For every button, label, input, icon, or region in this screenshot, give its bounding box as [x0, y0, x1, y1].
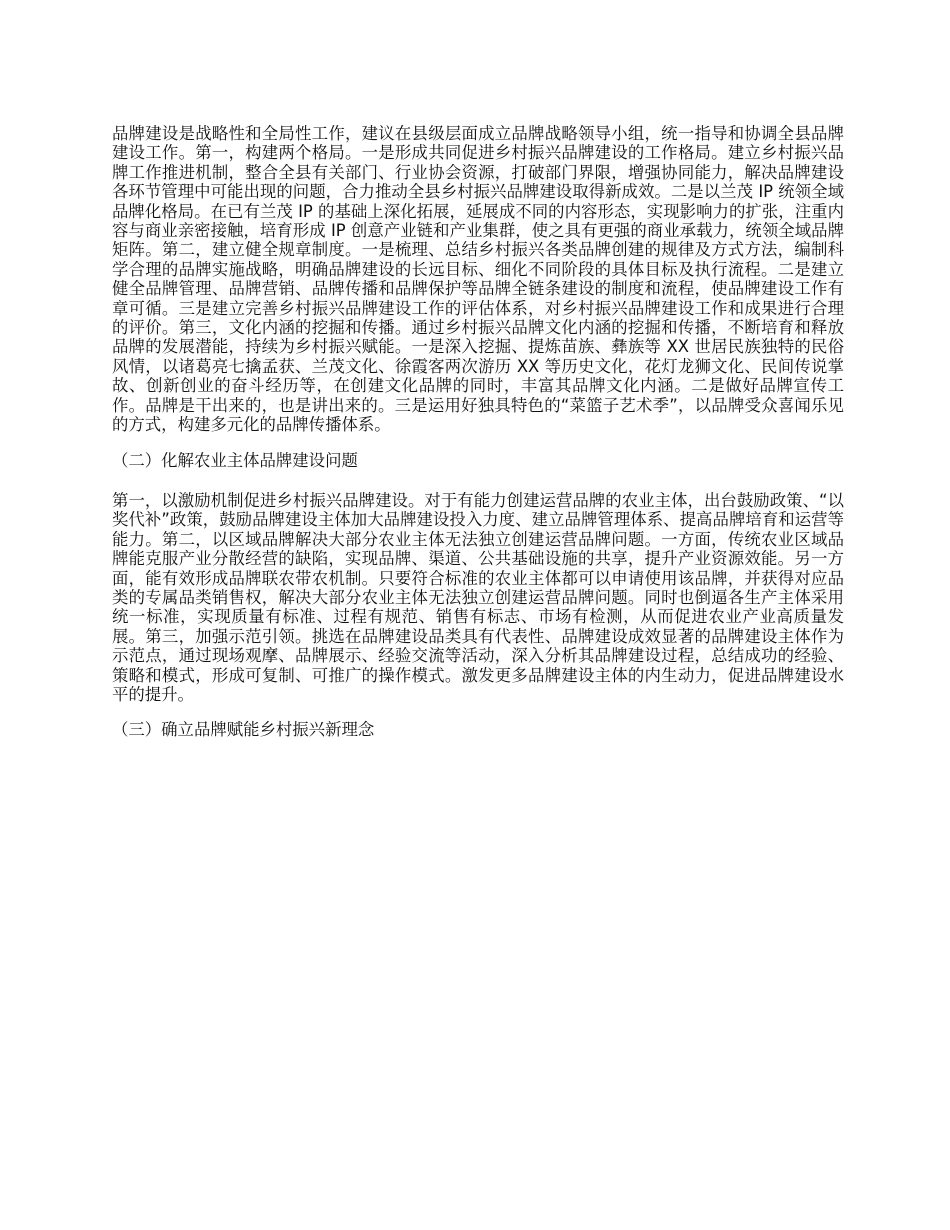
body-paragraph-agricultural-subjects: 第一，以激励机制促进乡村振兴品牌建设。对于有能力创建运营品牌的农业主体，出台鼓励政策、“以奖代补”政策，鼓励品牌建设主体加大品牌建设投入力度、建立品牌管理体系、提高品牌培育和运营等能力。第二，以区域品牌解决大部分农业主体无法独立创建运营品牌问题。一方面，传统农业区域品牌能克服产业分散经营的缺陷，实现品牌、渠道、公共基础设施的共享，提升产业资源效能。另一方面，能有效形成品牌联农带农机制。只要符合标准的农业主体都可以申请使用该品牌，并获得对应品类的专属品类销售权，解决大部分农业主体无法独立创建运营品牌问题。同时也倒逼各生产主体采用统一标准，实现质量有标准、过程有规范、销售有标志、市场有检测，从而促进农业产业高质量发展。第三，加强示范引领。挑选在品牌建设品类具有代表性、品牌建设成效显著的品牌建设主体作为示范点，通过现场观摩、品牌展示、经验交流等活动，深入分析其品牌建设过程，总结成功的经验、策略和模式，形成可复制、可推广的操作模式。激发更多品牌建设主体的内生动力，促进品牌建设水平的提升。: [112, 490, 844, 704]
body-paragraph-brand-strategy: 品牌建设是战略性和全局性工作，建议在县级层面成立品牌战略领导小组，统一指导和协调全县品牌建设工作。第一，构建两个格局。一是形成共同促进乡村振兴品牌建设的工作格局。建立乡村振兴品牌工作推进机制，整合全县有关部门、行业协会资源，打破部门界限，增强协同能力，解决品牌建设各环节管理中可能出现的问题，合力推动全县乡村振兴品牌建设取得新成效。二是以兰茂 IP 统领全域品牌化格局。在已有兰茂 IP 的基础上深化拓展，延展成不同的内容形态，实现影响力的扩张，注重内容与商业亲密接触，培育形成 IP 创意产业链和产业集群，使之具有更强的商业承载力，统领全域品牌矩阵。第二，建立健全规章制度。一是梳理、总结乡村振兴各类品牌创建的规律及方式方法，编制科学合理的品牌实施战略，明确品牌建设的长远目标、细化不同阶段的具体目标及执行流程。二是建立健全品牌管理、品牌营销、品牌传播和品牌保护等品牌全链条建设的制度和流程，使品牌建设工作有章可循。三是建立完善乡村振兴品牌建设工作的评估体系，对乡村振兴品牌建设工作和成果进行合理的评价。第三，文化内涵的挖掘和传播。通过乡村振兴品牌文化内涵的挖掘和传播，不断培育和释放品牌的发展潜能，持续为乡村振兴赋能。一是深入挖掘、提炼苗族、彝族等 XX 世居民族独特的民俗风情，以诸葛亮七擒孟获、兰茂文化、徐霞客两次游历 XX 等历史文化，花灯龙狮文化、民间传说掌故、创新创业的奋斗经历等，在创建文化品牌的同时，丰富其品牌文化内涵。二是做好品牌宣传工作。品牌是干出来的，也是讲出来的。三是运用好独具特色的“菜篮子艺术季”，以品牌受众喜闻乐见的方式，构建多元化的品牌传播体系。: [112, 124, 844, 435]
paragraph-spacer: [112, 470, 844, 491]
paragraph-spacer: [112, 435, 844, 451]
document-page: [112, 124, 844, 740]
section-heading-2: （二）化解农业主体品牌建设问题: [112, 450, 358, 470]
section-heading-3: （三）确立品牌赋能乡村振兴新理念: [112, 720, 375, 740]
paragraph-spacer: [112, 704, 844, 720]
